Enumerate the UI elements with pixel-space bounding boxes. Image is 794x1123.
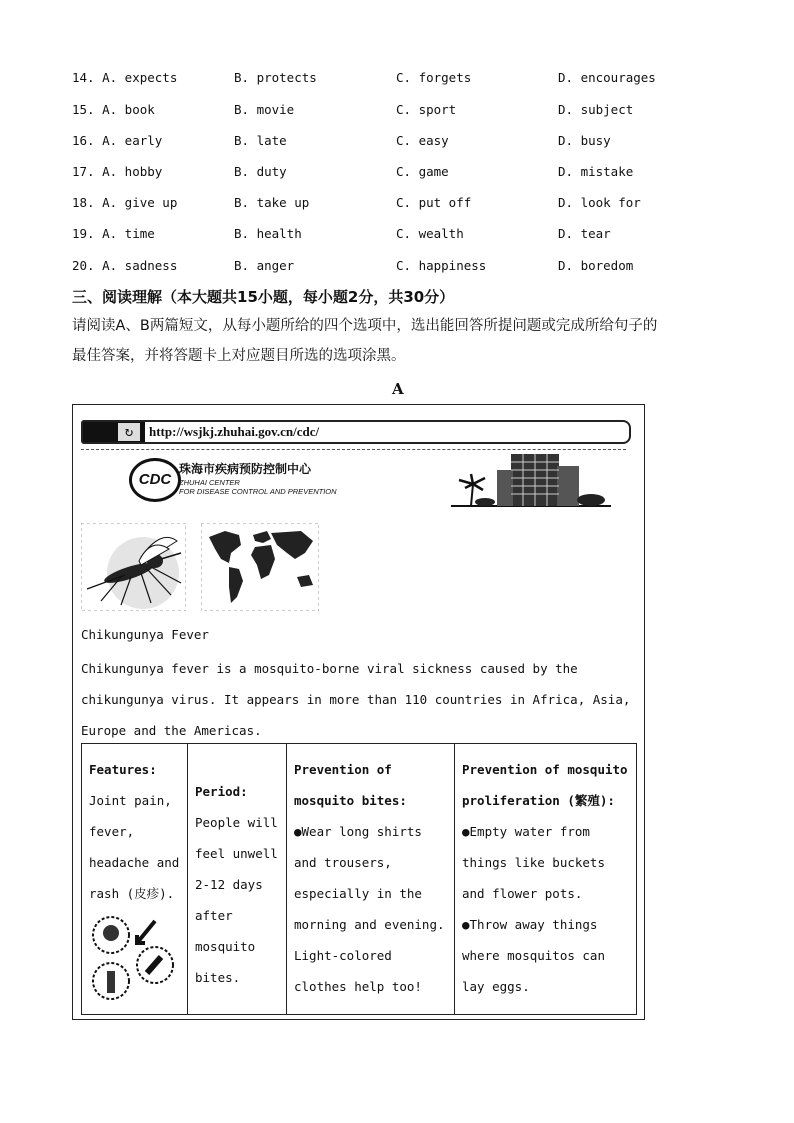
question-row-20 bbox=[72, 258, 752, 278]
option-d: D. subject bbox=[558, 102, 634, 117]
question-row-14 bbox=[72, 70, 752, 90]
table-row bbox=[82, 744, 637, 1015]
period-cell bbox=[188, 744, 287, 1015]
option-d: D. look for bbox=[558, 195, 641, 210]
url-text: http://wsjkj.zhuhai.gov.cn/cdc/ bbox=[149, 424, 320, 439]
option-b: B. late bbox=[234, 133, 287, 148]
cdc-banner bbox=[81, 449, 626, 510]
option-a: 15. A. book bbox=[72, 102, 155, 117]
option-b: B. duty bbox=[234, 164, 287, 179]
mosquito-icon bbox=[81, 523, 186, 611]
building-icon bbox=[451, 450, 611, 508]
org-name-en bbox=[179, 478, 337, 496]
question-row-16 bbox=[72, 133, 752, 153]
option-c: C. wealth bbox=[396, 226, 464, 241]
browser-address-bar bbox=[81, 420, 631, 444]
option-a: 18. A. give up bbox=[72, 195, 178, 210]
option-c: C. sport bbox=[396, 102, 457, 117]
info-table bbox=[81, 743, 637, 1015]
option-a: 19. A. time bbox=[72, 226, 155, 241]
question-row-18 bbox=[72, 195, 752, 215]
refresh-icon: ↻ bbox=[118, 423, 140, 441]
question-row-15 bbox=[72, 102, 752, 122]
option-b: B. protects bbox=[234, 70, 317, 85]
instruction-line-1: 请阅读A、B两篇短文，从每小题所给的四个选项中，选出能回答所提问题或完成所给句子的 bbox=[72, 318, 658, 334]
passage-frame bbox=[72, 404, 645, 1020]
period-text: People will feel unwell 2-12 days after mosquito bites. bbox=[195, 815, 278, 985]
option-a: 17. A. hobby bbox=[72, 164, 163, 179]
option-a: 20. A. sadness bbox=[72, 258, 178, 273]
features-heading: Features: bbox=[89, 762, 157, 777]
bites-prevention-cell bbox=[287, 744, 455, 1015]
option-d: D. mistake bbox=[558, 164, 634, 179]
features-cell bbox=[82, 744, 188, 1015]
option-a: 16. A. early bbox=[72, 133, 163, 148]
proliferation-prevention-cell bbox=[455, 744, 637, 1015]
option-d: D. boredom bbox=[558, 258, 634, 273]
option-c: C. put off bbox=[396, 195, 472, 210]
option-d: D. tear bbox=[558, 226, 611, 241]
org-name-en-line2: FOR DISEASE CONTROL AND PREVENTION bbox=[179, 487, 337, 496]
proliferation-item-1: ●Empty water from things like buckets and flower pots. bbox=[462, 824, 605, 901]
option-b: B. health bbox=[234, 226, 302, 241]
option-d: D. encourages bbox=[558, 70, 656, 85]
option-b: B. take up bbox=[234, 195, 310, 210]
instruction-line-2: 最佳答案，并将答题卡上对应题目所选的选项涂黑。 bbox=[72, 348, 406, 364]
section-title: 三、阅读理解（本大题共15小题，每小题2分，共30分） bbox=[72, 288, 455, 306]
period-heading: Period: bbox=[195, 784, 248, 799]
option-c: C. game bbox=[396, 164, 449, 179]
option-c: C. happiness bbox=[396, 258, 487, 273]
passage-label: A bbox=[392, 380, 404, 398]
option-c: C. forgets bbox=[396, 70, 472, 85]
option-d: D. busy bbox=[558, 133, 611, 148]
org-name-cn: 珠海市疾病预防控制中心 bbox=[179, 462, 312, 476]
proliferation-heading: Prevention of mosquito proliferation (繁殖): bbox=[462, 762, 628, 808]
features-text: Joint pain, fever, headache and rash (皮疹). bbox=[89, 793, 180, 901]
bites-prevention-text: ●Wear long shirts and trousers, especially in the morning and evening. Light-colored clothes help too! bbox=[294, 824, 445, 994]
passage-body: Chikungunya fever is a mosquito-borne viral sickness caused by the chikungunya virus. It appears in more than 110 countries in Africa, Asia, Europe and the Americas. bbox=[81, 661, 631, 738]
world-map-icon bbox=[201, 523, 319, 611]
passage-title: Chikungunya Fever bbox=[81, 627, 209, 642]
cdc-logo: CDC bbox=[129, 458, 181, 502]
question-row-19 bbox=[72, 226, 752, 246]
option-a: 14. A. expects bbox=[72, 70, 178, 85]
option-b: B. anger bbox=[234, 258, 295, 273]
bites-prevention-heading: Prevention of mosquito bites: bbox=[294, 762, 407, 808]
option-b: B. movie bbox=[234, 102, 295, 117]
question-row-17 bbox=[72, 164, 752, 184]
symptom-icons bbox=[89, 913, 179, 1003]
option-c: C. easy bbox=[396, 133, 449, 148]
proliferation-item-2: ●Throw away things where mosquitos can lay eggs. bbox=[462, 917, 605, 994]
org-name-en-line1: ZHUHAI CENTER bbox=[179, 478, 240, 487]
